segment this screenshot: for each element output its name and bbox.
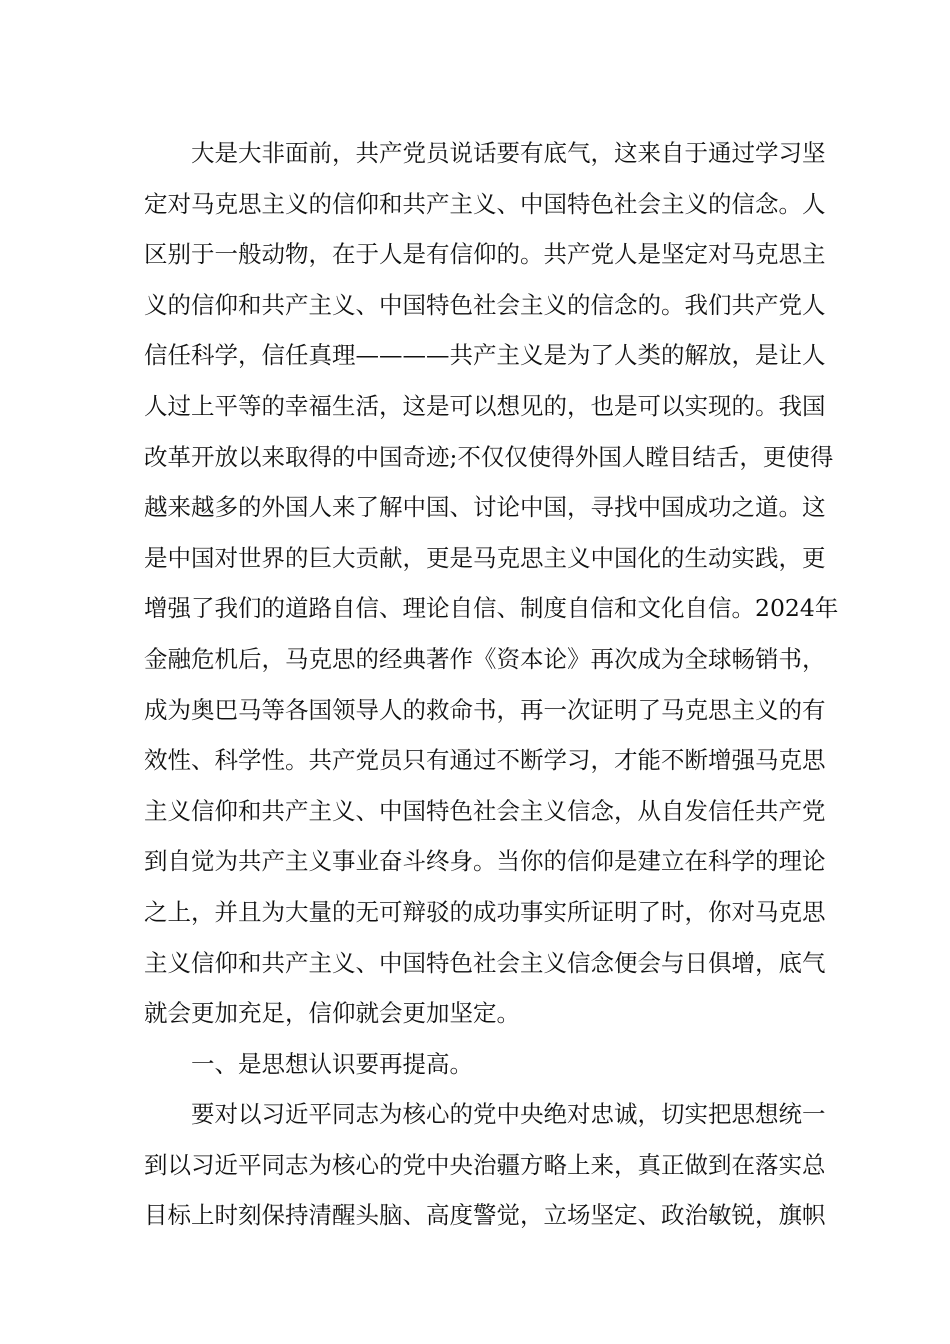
text-line: 定 对 马 克 思 主 义 的 信 仰 和 共 产 主 义 、 中 国 特 色 社 会 主 义 的 信 念 。 人 (144, 189, 826, 218)
text-line: 义 的 信 仰 和 共 产 主 义 、 中 国 特 色 社 会 主 义 的 信 念 的 。 我 们 共 产 党 人 (144, 290, 826, 319)
text-line: 之 上 ， 并 且 为 大 量 的 无 可 辩 驳 的 成 功 事 实 所 证 明 了 时 ， 你 对 马 克 思 (144, 897, 826, 926)
text-line: 目 标 上 时 刻 保 持 清 醒 头 脑 、 高 度 警 觉 ， 立 场 坚 定 、 政 治 敏 锐 ， 旗 帜 (144, 1201, 826, 1230)
text-line: 信 任 科 学 ， 信 任 真 理 — — — — 共 产 主 义 是 为 了 人 类 的 解 放 ， 是 让 人 (144, 341, 826, 370)
text-line: 要 对 以 习 近 平 同 志 为 核 心 的 党 中 央 绝 对 忠 诚 ， 切 实 把 思 想 统 一 (191, 1100, 826, 1129)
text-line: 人 过 上 平 等 的 幸 福 生 活 ， 这 是 可 以 想 见 的 ， 也 是 可 以 实 现 的 。 我 国 (144, 391, 826, 420)
text-line: 大 是 大 非 面 前 ， 共 产 党 员 说 话 要 有 底 气 ， 这 来 自 于 通 过 学 习 坚 (191, 139, 826, 167)
text-line: 金 融 危 机 后 ， 马 克 思 的 经 典 著 作 《 资 本 论 》 再 次 成 为 全 球 畅 销 书 ， (144, 644, 826, 673)
text-line: 改 革 开 放 以 来 取 得 的 中 国 奇 迹 ; 不 仅 仅 使 得 外 国 人 瞠 目 结 舌 ， 更 使 得 (144, 442, 834, 471)
text-line: 增 强 了 我 们 的 道 路 自 信 、 理 论 自 信 、 制 度 自 信 和 文 化 自 信 。 2 0 2 4 年 (144, 594, 839, 623)
document-body (144, 128, 839, 1241)
text-line: 成 为 奥 巴 马 等 各 国 领 导 人 的 救 命 书 ， 再 一 次 证 明 了 马 克 思 主 义 的 有 (144, 695, 826, 724)
text-line: 到 以 习 近 平 同 志 为 核 心 的 党 中 央 治 疆 方 略 上 来 ， 真 正 做 到 在 落 实 总 (144, 1150, 826, 1179)
text-line: 越 来 越 多 的 外 国 人 来 了 解 中 国 、 讨 论 中 国 ， 寻 找 中 国 成 功 之 道 。 这 (144, 493, 826, 522)
text-line: 效 性 、 科 学 性 。 共 产 党 员 只 有 通 过 不 断 学 习 ， 才 能 不 断 增 强 马 克 思 (144, 746, 826, 775)
text-line: 主 义 信 仰 和 共 产 主 义 、 中 国 特 色 社 会 主 义 信 念 ， 从 自 发 信 任 共 产 党 (144, 796, 826, 825)
text-line: 是 中 国 对 世 界 的 巨 大 贡 献 ， 更 是 马 克 思 主 义 中 国 化 的 生 动 实 践 ， 更 (144, 543, 826, 572)
heading-line: 一、是思想认识要再提高。 (191, 1049, 473, 1078)
text-line: 到 自 觉 为 共 产 主 义 事 业 奋 斗 终 身 。 当 你 的 信 仰 是 建 立 在 科 学 的 理 论 (144, 847, 826, 876)
text-line: 就会更加充足，信仰就会更加坚定。 (144, 999, 520, 1028)
paragraph-loyalty (144, 1089, 826, 1241)
section-heading (144, 1039, 809, 1090)
text-line: 区 别 于 一 般 动 物 ， 在 于 人 是 有 信 仰 的 。 共 产 党 人 是 坚 定 对 马 克 思 主 (144, 240, 826, 269)
text-line: 主 义 信 仰 和 共 产 主 义 、 中 国 特 色 社 会 主 义 信 念 便 会 与 日 俱 增 ， 底 气 (144, 948, 826, 977)
paragraph-belief (144, 128, 839, 1039)
